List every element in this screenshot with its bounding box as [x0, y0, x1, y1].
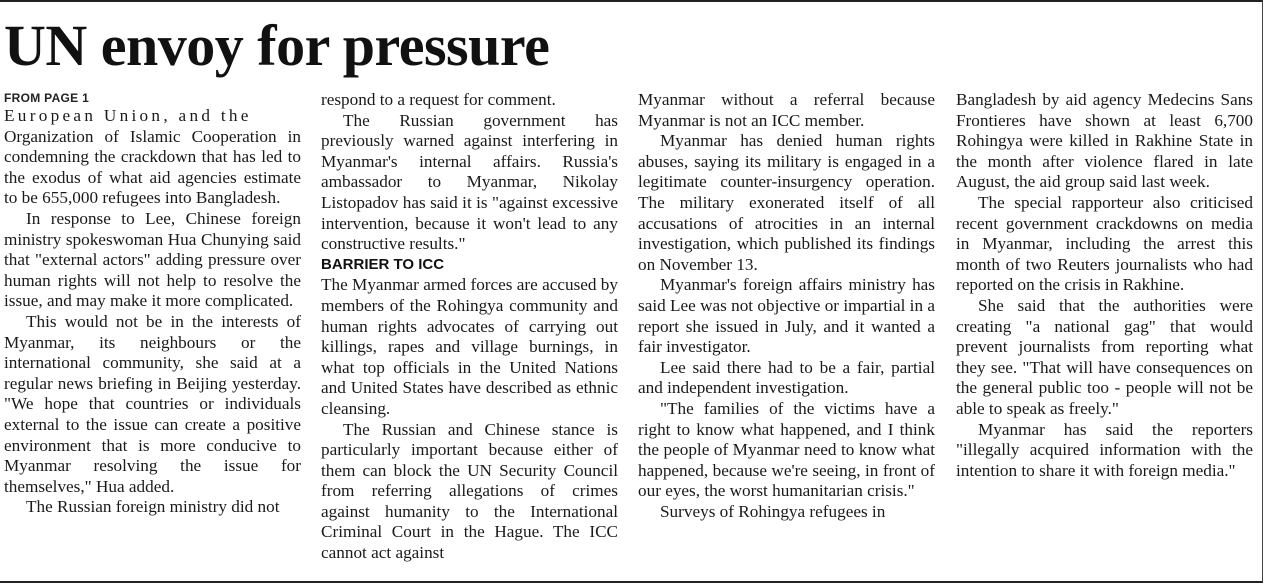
paragraph: Bangladesh by aid agency Medecins Sans Frontieres have shown at least 6,700 Rohingya were killed in Rakhine State in the month after violence flared in late August, the aid group said last week. — [956, 90, 1253, 192]
paragraph: "The families of the victims have a right to know what happened, and I think the people of Myanmar need to know what happened, because we're seeing, in front of our eyes, the worst humanitarian crisis." — [638, 398, 935, 501]
column-1 — [4, 90, 301, 518]
column-4 — [956, 90, 1253, 481]
paragraph: Myanmar without a referral because Myanmar is not an ICC member. — [638, 90, 935, 130]
paragraph: She said that the authorities were creating "a national gag" that would prevent journalists from reporting what they see. "That will have consequences on the general public too - people will not be able to speak as freely." — [956, 295, 1253, 418]
paragraph: respond to a request for comment. — [321, 90, 556, 109]
paragraph: Surveys of Rohingya refugees in — [660, 501, 886, 521]
column-2 — [321, 90, 618, 564]
headline: UN envoy for pressure — [4, 13, 550, 78]
column-3 — [638, 90, 935, 522]
paragraph: Lee said there had to be a fair, partial and independent investigation. — [638, 357, 935, 398]
paragraph: In response to Lee, Chinese foreign ministry spokeswoman Hua Chunying said that "external actors" adding pressure over human rights will not help to resolve the issue, and may make it more complicated. — [4, 208, 301, 311]
paragraph: The Myanmar armed forces are accused by members of the Rohingya community and human rights advocates of carrying out killings, rapes and village burnings, in what top officials in the United Nations and United States have described as ethnic cleansing. — [321, 275, 618, 418]
paragraph: The special rapporteur also criticised recent government crackdowns on media in Myanmar, including the arrest this month of two Reuters journalists who had reported on the crisis in Rakhine. — [956, 192, 1253, 295]
kicker: FROM PAGE 1 — [4, 91, 90, 105]
subhead: BARRIER TO ICC — [321, 255, 445, 273]
paragraph: Myanmar has denied human rights abuses, saying its military is engaged in a legitimate counter-insurgency operation. The military exonerated itself of all accusations of atrocities in an internal investigation, which published its findings on November 13. — [638, 131, 935, 274]
paragraph: Myanmar's foreign affairs ministry has said Lee was not objective or impartial in a report she issued in July, and it wanted a fair investigator. — [638, 275, 935, 357]
paragraph: Organization of Islamic Cooperation in condemning the crackdown that has led to the exodus of what aid agencies estimate to be 655,000 refugees into Bangladesh. — [4, 126, 301, 208]
paragraph: This would not be in the interests of Myanmar, its neighbours or the international community, she said at a regular news briefing in Beijing yesterday. "We hope that countries or individuals external to the issue can create a positive environment that is more conducive to Myanmar resolving the issue for themselves," Hua added. — [4, 311, 301, 496]
paragraph: Myanmar has said the reporters "illegally acquired information with the intention to share it with foreign media." — [956, 419, 1253, 480]
paragraph: The Russian government has previously warned against interfering in Myanmar's internal affairs. Russia's ambassador to Myanmar, Nikolay Listopadov has said it is "against excessive intervention, because it won't lead to any constructive results." — [321, 110, 618, 254]
paragraph: The Russian and Chinese stance is particularly important because either of them can block the UN Security Council from referring allegations of crimes against humanity to the International Criminal Court in the Hague. The ICC cannot act against — [321, 419, 618, 563]
paragraph: The Russian foreign ministry did not — [26, 497, 280, 517]
paragraph: European Union, and the — [4, 106, 252, 125]
